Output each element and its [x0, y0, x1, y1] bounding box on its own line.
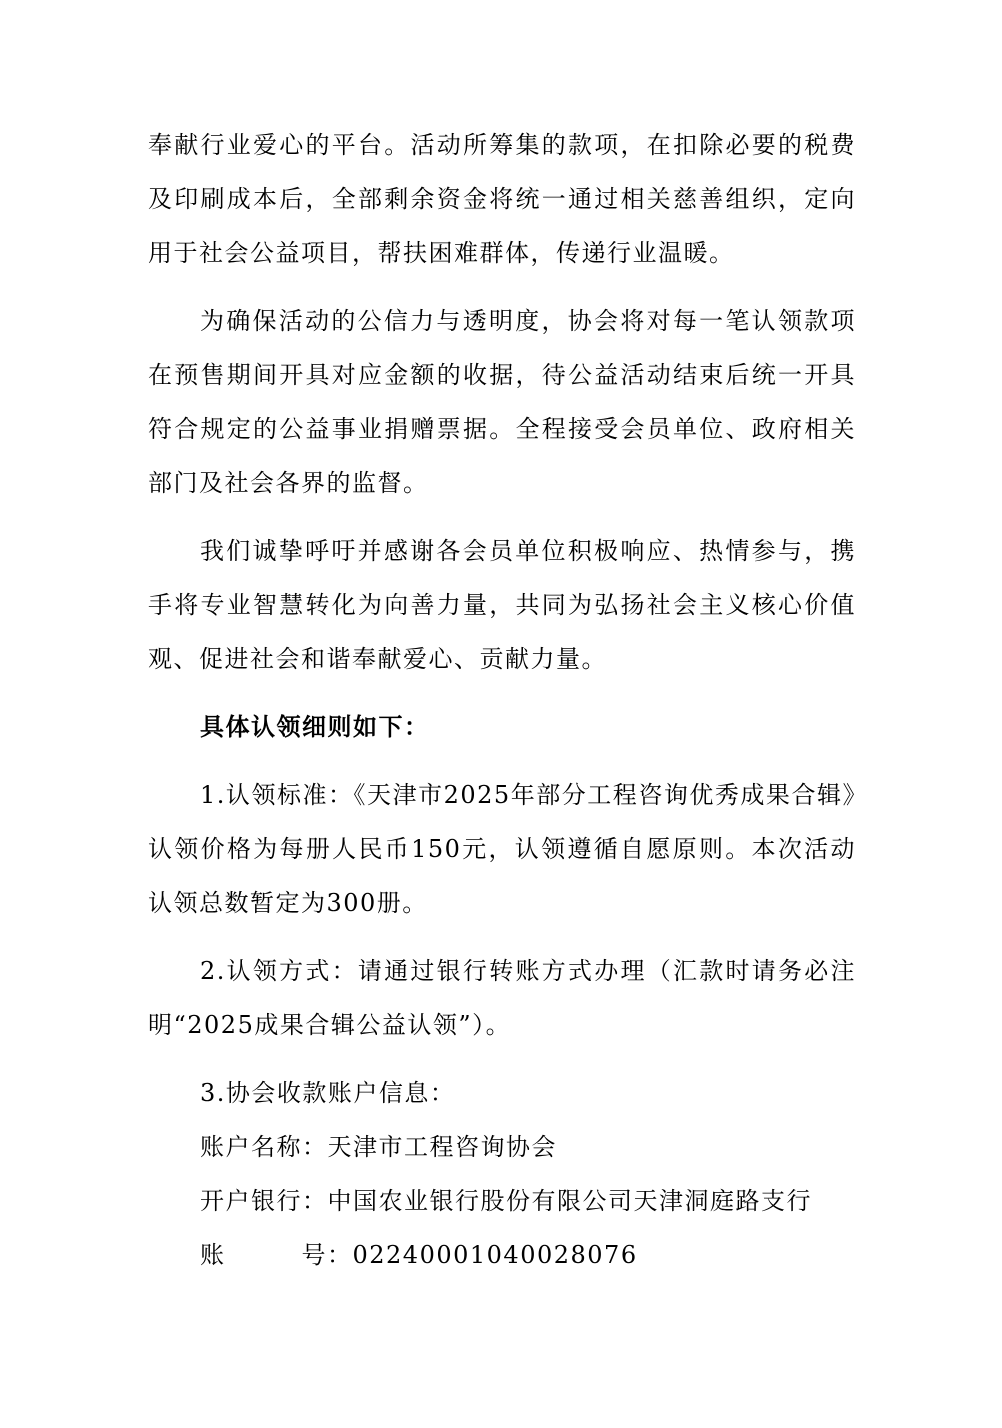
account-number-label: 账号 — [200, 1241, 327, 1269]
account-bank-line — [148, 1174, 856, 1228]
account-number-line — [148, 1228, 856, 1282]
account-name-line — [148, 1120, 856, 1174]
document-page — [148, 118, 856, 1282]
paragraph-transparency: 为确保活动的公信力与透明度，协会将对每一笔认领款项在预售期间开具对应金额的收据，待公益活动结束后统一开具符合规定的公益事业捐赠票据。全程接受会员单位、政府相关部门及社会各界的监督。 — [148, 307, 856, 497]
account-bank-label: 开户银行： — [200, 1187, 328, 1215]
account-number-colon: ： — [327, 1241, 353, 1269]
rule-item-account-info: 3.协会收款账户信息： — [200, 1079, 456, 1107]
paragraph-appeal: 我们诚挚呼吁并感谢各会员单位积极响应、热情参与，携手将专业智慧转化为向善力量，共同为弘扬社会主义核心价值观、促进社会和谐奉献爱心、贡献力量。 — [148, 537, 856, 673]
paragraph-charity-purpose: 奉献行业爱心的平台。活动所筹集的款项，在扣除必要的税费及印刷成本后，全部剩余资金将统一通过相关慈善组织，定向用于社会公益项目，帮扶困难群体，传递行业温暖。 — [148, 131, 856, 267]
rule-item-standard: 1.认领标准：《天津市2025年部分工程咨询优秀成果合辑》认领价格为每册人民币150元，认领遵循自愿原则。本次活动认领总数暂定为300册。 — [148, 781, 856, 917]
account-number-value: 02240001040028076 — [352, 1241, 638, 1269]
section-heading-rules: 具体认领细则如下： — [200, 713, 430, 741]
account-name-label: 账户名称： — [200, 1133, 328, 1161]
rule-item-method: 2.认领方式：请通过银行转账方式办理（汇款时请务必注明“2025成果合辑公益认领”）。 — [148, 957, 856, 1039]
account-name-value: 天津市工程咨询协会 — [327, 1133, 557, 1161]
account-bank-value: 中国农业银行股份有限公司天津洞庭路支行 — [327, 1187, 812, 1215]
